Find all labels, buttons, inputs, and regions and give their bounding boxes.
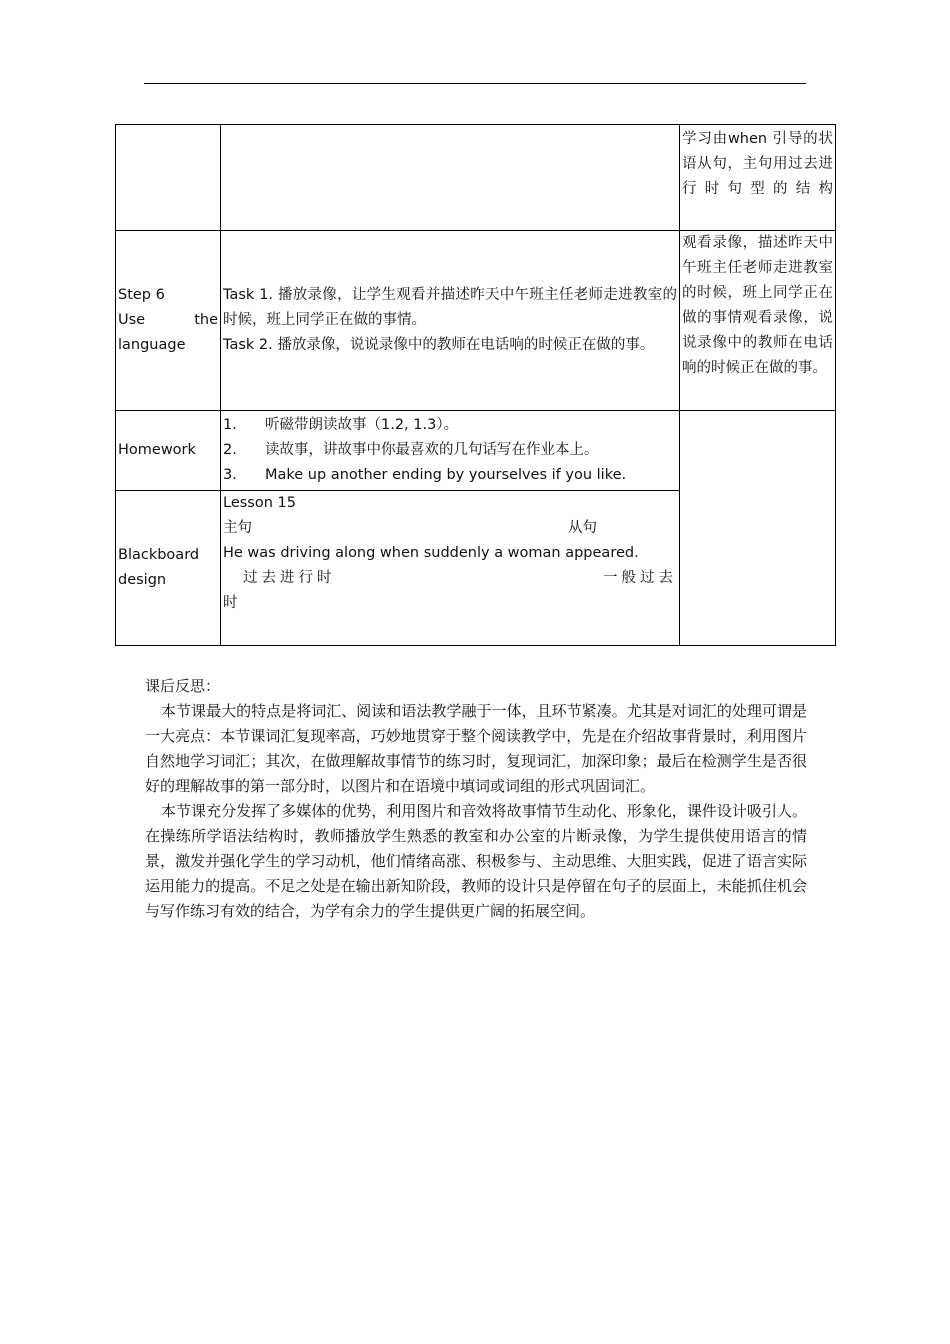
task-2: Task 2. 播放录像，说说录像中的教师在电话响的时候正在做的事。 xyxy=(223,337,655,353)
list-item xyxy=(223,438,677,463)
clause-labels xyxy=(223,516,677,541)
lesson-plan-table xyxy=(115,124,836,646)
reflection-title: 课后反思： xyxy=(145,677,221,695)
step-number: Step 6 xyxy=(118,287,165,303)
table-row xyxy=(116,411,836,491)
sub-clause-label: 从句 xyxy=(568,520,597,536)
table-cell xyxy=(221,125,680,231)
homework-label: Homework xyxy=(118,442,196,458)
table-cell xyxy=(116,125,221,231)
list-item xyxy=(223,413,677,438)
step-title-line xyxy=(118,308,218,333)
tense-labels xyxy=(223,566,677,591)
blackboard-cell xyxy=(221,491,680,646)
blackboard-label-cell xyxy=(116,491,221,646)
homework-cell xyxy=(221,411,680,491)
header-rule xyxy=(144,83,806,84)
main-clause-label: 主句 xyxy=(223,520,252,536)
step-label-cell xyxy=(116,231,221,411)
empty-cell xyxy=(680,411,836,646)
tense-right-continued: 时 xyxy=(223,595,238,611)
list-number: 1. xyxy=(223,417,237,433)
example-sentence: He was driving along when suddenly a woman appeared. xyxy=(223,545,639,561)
student-activity-text: 观看录像，描述昨天中午班主任老师走进教室的时候，班上同学正在做的事情观看录像，说说录像中的教师在电话响的时候正在做的事。 xyxy=(682,235,833,376)
reflection-section xyxy=(145,674,807,924)
objective-text: 学习由when 引导的状语从句，主句用过去进行时句型的结构 xyxy=(682,131,833,197)
list-item xyxy=(223,463,677,488)
blackboard-label: design xyxy=(118,572,167,588)
tense-right: 一般过去 xyxy=(603,570,677,586)
list-text: 读故事，讲故事中你最喜欢的几句话写在作业本上。 xyxy=(265,442,599,458)
step-title-word: language xyxy=(118,337,186,353)
student-activity-cell xyxy=(680,231,836,411)
step-title-word: Use xyxy=(118,312,146,328)
list-number: 2. xyxy=(223,442,237,458)
step-title-word: the xyxy=(194,312,218,328)
table-row xyxy=(116,231,836,411)
tasks-cell xyxy=(221,231,680,411)
list-text: 听磁带朗读故事（1.2, 1.3）。 xyxy=(265,417,459,433)
homework-label-cell xyxy=(116,411,221,491)
list-number: 3. xyxy=(223,467,237,483)
objective-cell xyxy=(680,125,836,231)
lesson-title: Lesson 15 xyxy=(223,495,296,511)
reflection-paragraph: 本节课充分发挥了多媒体的优势，利用图片和音效将故事情节生动化、形象化，课件设计吸引人。在操练所学语法结构时，教师播放学生熟悉的教室和办公室的片断录像，为学生提供使用语言的情景，激发并强化学生的学习动机，他们情绪高涨、积极参与、主动思维、大胆实践，促进了语言实际运用能力的提高。不足之处是在输出新知阶段，教师的设计只是停留在句子的层面上，未能抓住机会与写作练习有效的结合，为学有余力的学生提供更广阔的拓展空间。 xyxy=(145,802,807,920)
table-row xyxy=(116,125,836,231)
tense-left: 过去进行时 xyxy=(243,570,336,586)
task-1: Task 1. 播放录像，让学生观看并描述昨天中午班主任老师走进教室的时候，班上同学正在做的事情。 xyxy=(223,287,677,328)
blackboard-label: Blackboard xyxy=(118,547,200,563)
reflection-paragraph: 本节课最大的特点是将词汇、阅读和语法教学融于一体，且环节紧凑。尤其是对词汇的处理可谓是一大亮点：本节课词汇复现率高，巧妙地贯穿于整个阅读教学中，先是在介绍故事背景时，利用图片自然地学习词汇；其次，在做理解故事情节的练习时，复现词汇，加深印象；最后在检测学生是否很好的理解故事的第一部分时，以图片和在语境中填词或词组的形式巩固词汇。 xyxy=(145,702,807,795)
list-text: Make up another ending by yourselves if you like. xyxy=(265,467,627,483)
